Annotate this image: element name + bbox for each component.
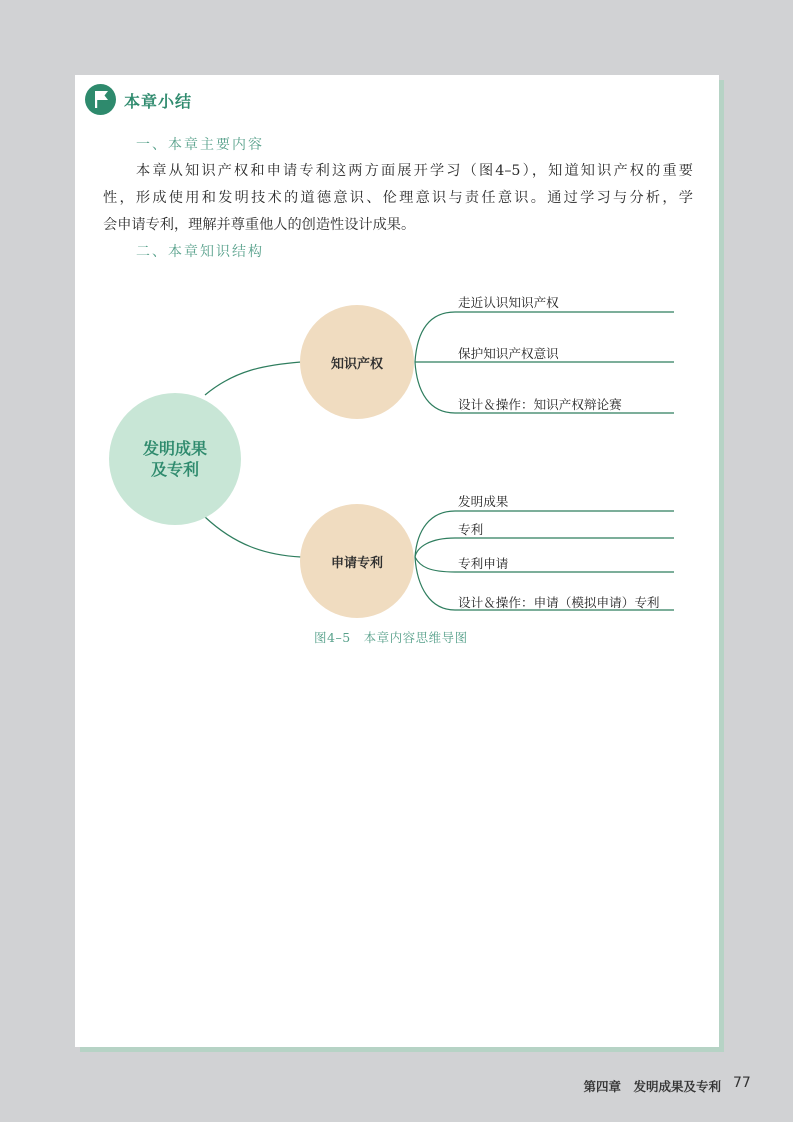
body-line-1: 本章从知识产权和申请专利这两方面展开学习（图4–5），知道知识产权的重要 bbox=[136, 163, 693, 179]
branch-ip-label: 知识产权 bbox=[330, 356, 383, 372]
leaf-label: 设计＆操作：知识产权辩论赛 bbox=[458, 397, 622, 412]
page-number: 77 bbox=[733, 1075, 751, 1091]
leaf-label: 设计＆操作：申请（模拟申请）专利 bbox=[458, 595, 660, 610]
section-title: 本章小结 bbox=[124, 92, 193, 111]
leaf-label: 专利申请 bbox=[458, 556, 509, 571]
root-line-2: 及专利 bbox=[150, 460, 199, 479]
page bbox=[75, 75, 719, 1047]
body-line-2: 性，形成使用和发明技术的道德意识、伦理意识与责任意识。通过学习与分析，学 bbox=[103, 190, 693, 206]
mindmap-branch-ip bbox=[300, 305, 414, 419]
root-line-1: 发明成果 bbox=[142, 439, 207, 458]
body-line-3: 会申请专利，理解并尊重他人的创造性设计成果。 bbox=[103, 217, 416, 233]
leaf-label: 走近认识知识产权 bbox=[458, 295, 559, 310]
footer-chapter-title: 第四章 发明成果及专利 bbox=[583, 1079, 721, 1094]
figure-caption: 图4–5 本章内容思维导图 bbox=[314, 630, 468, 645]
leaf-label: 发明成果 bbox=[458, 494, 509, 509]
leaf-label: 保护知识产权意识 bbox=[458, 346, 559, 361]
leaf-label: 专利 bbox=[458, 522, 484, 537]
branch-patent-label: 申请专利 bbox=[330, 555, 383, 571]
main-content-heading: 一、本章主要内容 bbox=[136, 137, 264, 153]
mindmap-root-node bbox=[109, 393, 241, 525]
knowledge-structure-heading: 二、本章知识结构 bbox=[136, 244, 264, 260]
mindmap-branch-patent bbox=[300, 504, 414, 618]
